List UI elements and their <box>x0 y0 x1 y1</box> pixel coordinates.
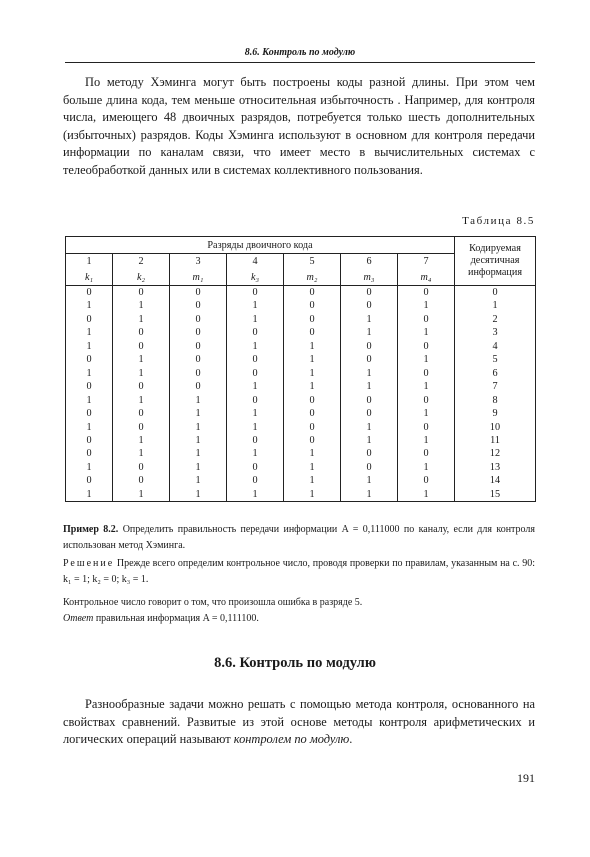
example-answer <box>63 611 535 627</box>
bit-cell: 0 <box>227 474 284 487</box>
bit-cell: 1 <box>284 461 341 474</box>
bit-cell: 0 <box>341 286 398 300</box>
encoded-header: Кодируемая десятичная информация <box>455 237 536 286</box>
column-symbol: k₂ <box>113 269 170 286</box>
bit-cell: 0 <box>113 474 170 487</box>
bit-cell: 1 <box>113 447 170 460</box>
bit-cell: 1 <box>398 488 455 502</box>
solution-text: Прежде всего определим контрольное число, проводя проверки по правилам, указанным на с. 90: k₁ = 1; k₂ = 0; k₃ = 1. <box>63 558 536 585</box>
bit-cell: 1 <box>398 407 455 420</box>
encoded-value-cell: 4 <box>455 340 536 353</box>
bit-cell: 0 <box>398 340 455 353</box>
bit-cell: 1 <box>341 313 398 326</box>
column-number: 5 <box>284 254 341 270</box>
bit-cell: 0 <box>170 299 227 312</box>
bit-cell: 1 <box>66 461 113 474</box>
bit-cell: 1 <box>113 313 170 326</box>
encoded-value-cell: 3 <box>455 326 536 339</box>
column-number: 1 <box>66 254 113 270</box>
bit-cell: 1 <box>398 434 455 447</box>
bit-cell: 1 <box>284 340 341 353</box>
bit-cell: 1 <box>341 488 398 502</box>
bit-cell: 0 <box>170 340 227 353</box>
bit-cell: 0 <box>284 394 341 407</box>
bit-cell: 1 <box>170 394 227 407</box>
bit-cell: 1 <box>113 367 170 380</box>
column-symbol: m₂ <box>284 269 341 286</box>
page-number: 191 <box>517 771 535 785</box>
bit-cell: 1 <box>341 367 398 380</box>
bit-cell: 1 <box>341 474 398 487</box>
bit-cell: 1 <box>284 367 341 380</box>
intro-paragraph: По методу Хэминга могут быть построены коды разной длины. При этом чем больше длина кода, тем меньше относительная избыточность . Например, для контроля числа, имеющего 48 двоичных разрядов, потребуется только шесть дополнительных (избыточных) разрядов. Коды Хэминга используют в основном для контроля передачи информации по каналам связи, что имеет место в вычислительных системах с телеобработкой данных или в системах коллективного пользования. <box>63 75 535 177</box>
bit-cell: 1 <box>227 421 284 434</box>
bit-cell: 0 <box>113 461 170 474</box>
header-rule <box>65 62 535 63</box>
table-row <box>66 326 536 339</box>
section-term: контролем по модулю <box>233 732 350 747</box>
table-row <box>66 286 536 300</box>
group-header: Разряды двоичного кода <box>66 237 455 254</box>
column-number: 3 <box>170 254 227 270</box>
bit-cell: 1 <box>170 407 227 420</box>
section-text-end: . <box>349 732 353 747</box>
bit-cell: 1 <box>398 380 455 393</box>
bit-cell: 0 <box>341 340 398 353</box>
bit-cell: 1 <box>66 340 113 353</box>
bit-cell: 1 <box>66 488 113 502</box>
bit-cell: 0 <box>398 286 455 300</box>
encoded-value-cell: 8 <box>455 394 536 407</box>
bit-cell: 0 <box>170 313 227 326</box>
section-title: 8.6. Контроль по модулю <box>214 655 376 671</box>
example-solution <box>63 556 535 587</box>
column-symbol: m₁ <box>170 269 227 286</box>
table-row <box>66 434 536 447</box>
bit-cell: 0 <box>113 286 170 300</box>
table-row <box>66 488 536 502</box>
bit-cell: 1 <box>341 421 398 434</box>
bit-cell: 1 <box>227 488 284 502</box>
bit-cell: 0 <box>284 299 341 312</box>
solution-label: Решение <box>63 558 115 569</box>
bit-cell: 1 <box>227 380 284 393</box>
bit-cell: 0 <box>398 394 455 407</box>
bit-cell: 1 <box>66 421 113 434</box>
bit-cell: 0 <box>170 367 227 380</box>
bit-cell: 1 <box>170 447 227 460</box>
table-row <box>66 340 536 353</box>
bit-cell: 0 <box>284 421 341 434</box>
answer-label: Ответ <box>63 613 94 624</box>
encoded-value-cell: 14 <box>455 474 536 487</box>
bit-cell: 1 <box>398 326 455 339</box>
bit-cell: 0 <box>66 353 113 366</box>
table-row <box>66 299 536 312</box>
bit-cell: 0 <box>66 407 113 420</box>
column-symbol: k₃ <box>227 269 284 286</box>
bit-cell: 0 <box>113 340 170 353</box>
bit-cell: 1 <box>66 299 113 312</box>
bit-cell: 0 <box>113 326 170 339</box>
column-number: 6 <box>341 254 398 270</box>
table-body <box>66 286 536 502</box>
bit-cell: 1 <box>227 340 284 353</box>
bit-cell: 1 <box>170 434 227 447</box>
bit-cell: 1 <box>113 299 170 312</box>
bit-cell: 1 <box>113 394 170 407</box>
example-label: Пример 8.2. <box>63 524 119 535</box>
bit-cell: 1 <box>341 326 398 339</box>
bit-cell: 1 <box>170 488 227 502</box>
table-caption: Таблица 8.5 <box>462 215 535 227</box>
bit-cell: 1 <box>398 299 455 312</box>
bit-cell: 0 <box>113 407 170 420</box>
encoded-value-cell: 6 <box>455 367 536 380</box>
bit-cell: 0 <box>170 353 227 366</box>
bit-cell: 1 <box>66 394 113 407</box>
column-symbol: m₃ <box>341 269 398 286</box>
bit-cell: 0 <box>398 313 455 326</box>
encoded-value-cell: 12 <box>455 447 536 460</box>
column-number: 4 <box>227 254 284 270</box>
table-row <box>66 407 536 420</box>
bit-cell: 0 <box>66 434 113 447</box>
bit-cell: 1 <box>284 353 341 366</box>
bit-cell: 0 <box>398 367 455 380</box>
bit-cell: 1 <box>227 299 284 312</box>
bit-cell: 1 <box>66 326 113 339</box>
bit-cell: 0 <box>227 394 284 407</box>
bit-cell: 1 <box>284 488 341 502</box>
encoded-value-cell: 13 <box>455 461 536 474</box>
bit-cell: 1 <box>113 434 170 447</box>
bit-cell: 0 <box>341 353 398 366</box>
bit-cell: 0 <box>227 353 284 366</box>
bit-cell: 0 <box>113 421 170 434</box>
bit-cell: 0 <box>341 394 398 407</box>
encoded-value-cell: 1 <box>455 299 536 312</box>
hamming-code-table <box>65 236 536 502</box>
answer-text: правильная информация A = 0,111100. <box>95 613 259 624</box>
table-row <box>66 421 536 434</box>
bit-cell: 1 <box>284 380 341 393</box>
bit-cell: 0 <box>284 326 341 339</box>
encoded-value-cell: 0 <box>455 286 536 300</box>
encoded-value-cell: 11 <box>455 434 536 447</box>
column-symbol: m₄ <box>398 269 455 286</box>
bit-cell: 0 <box>341 461 398 474</box>
bit-cell: 0 <box>66 286 113 300</box>
bit-cell: 1 <box>284 474 341 487</box>
bit-cell: 0 <box>170 380 227 393</box>
table-row <box>66 353 536 366</box>
bit-cell: 0 <box>170 326 227 339</box>
bit-cell: 0 <box>66 474 113 487</box>
running-header: 8.6. Контроль по модулю <box>244 47 356 58</box>
example-conclusion: Контрольное число говорит о том, что произошла ошибка в разряде 5. <box>63 597 363 608</box>
bit-cell: 0 <box>227 461 284 474</box>
column-number: 7 <box>398 254 455 270</box>
bit-cell: 0 <box>170 286 227 300</box>
encoded-value-cell: 7 <box>455 380 536 393</box>
bit-cell: 1 <box>113 353 170 366</box>
table-row <box>66 380 536 393</box>
bit-cell: 0 <box>284 286 341 300</box>
table-row <box>66 313 536 326</box>
table-row <box>66 394 536 407</box>
table-row <box>66 474 536 487</box>
table-row <box>66 447 536 460</box>
bit-cell: 0 <box>227 326 284 339</box>
bit-cell: 0 <box>284 313 341 326</box>
bit-cell: 0 <box>284 434 341 447</box>
bit-cell: 1 <box>170 461 227 474</box>
bit-cell: 1 <box>398 461 455 474</box>
bit-cell: 0 <box>398 421 455 434</box>
encoded-value-cell: 10 <box>455 421 536 434</box>
bit-cell: 1 <box>341 434 398 447</box>
bit-cell: 1 <box>398 353 455 366</box>
bit-cell: 1 <box>341 380 398 393</box>
encoded-value-cell: 15 <box>455 488 536 502</box>
bit-cell: 0 <box>66 313 113 326</box>
bit-cell: 1 <box>170 421 227 434</box>
bit-cell: 1 <box>66 367 113 380</box>
encoded-value-cell: 2 <box>455 313 536 326</box>
bit-cell: 0 <box>113 380 170 393</box>
bit-cell: 1 <box>113 488 170 502</box>
example-task-text: Определить правильность передачи информации A = 0,111000 по каналу, если для контроля использован метод Хэминга. <box>63 524 536 551</box>
bit-cell: 0 <box>227 367 284 380</box>
table-row <box>66 367 536 380</box>
bit-cell: 0 <box>227 286 284 300</box>
bit-cell: 0 <box>66 380 113 393</box>
bit-cell: 0 <box>66 447 113 460</box>
bit-cell: 0 <box>227 434 284 447</box>
encoded-value-cell: 9 <box>455 407 536 420</box>
bit-cell: 1 <box>227 313 284 326</box>
example-task <box>63 522 535 553</box>
column-symbol: k₁ <box>66 269 113 286</box>
bit-cell: 0 <box>284 407 341 420</box>
section-paragraph <box>63 696 535 749</box>
bit-cell: 0 <box>341 447 398 460</box>
bit-cell: 0 <box>398 447 455 460</box>
bit-cell: 0 <box>341 407 398 420</box>
table-row <box>66 461 536 474</box>
encoded-value-cell: 5 <box>455 353 536 366</box>
column-number: 2 <box>113 254 170 270</box>
bit-cell: 1 <box>227 447 284 460</box>
bit-cell: 0 <box>398 474 455 487</box>
section-text-start: Разнообразные задачи можно решать с помощью метода контроля, основанного на свойствах сравнений. Развитые из этой основе методы контроля арифметических и логических операций называют <box>63 697 535 747</box>
bit-cell: 1 <box>227 407 284 420</box>
bit-cell: 1 <box>170 474 227 487</box>
bit-cell: 0 <box>341 299 398 312</box>
bit-cell: 1 <box>284 447 341 460</box>
